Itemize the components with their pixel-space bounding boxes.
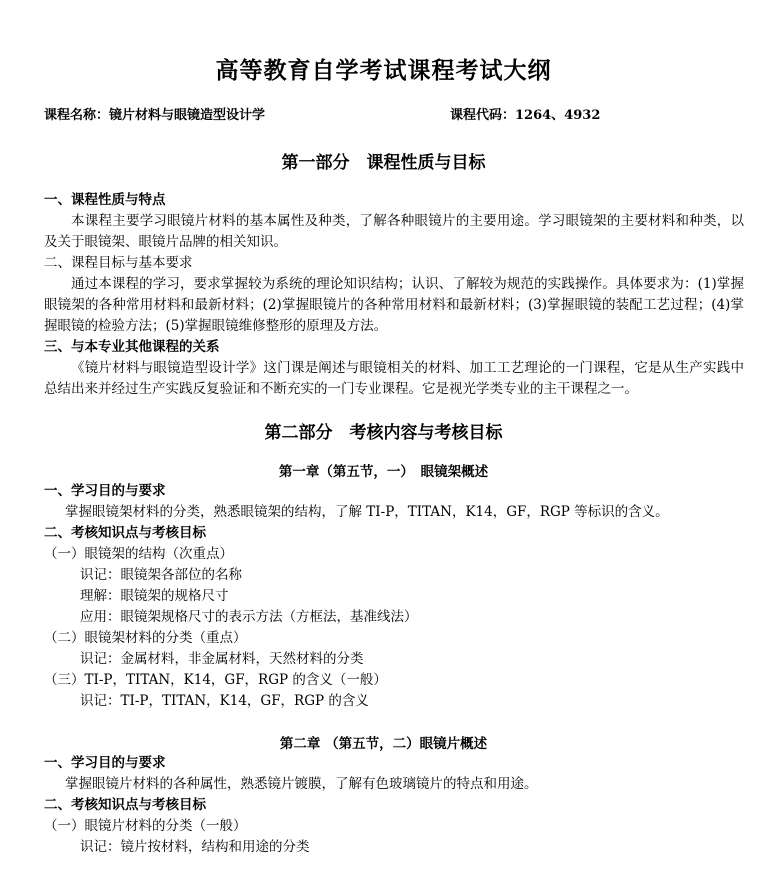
- ch1-objectives-body: 掌握眼镜架材料的分类，熟悉眼镜架的结构，了解 TI-P，TITAN，K14，GF，RGP 等标识的含义。: [65, 504, 669, 520]
- part2-title: 第二部分 考核内容与考核目标: [264, 423, 503, 443]
- ch2-item1-memorize: 识记：镜片按材料，结构和用途的分类: [80, 839, 310, 855]
- part1-section2-body: 通过本课程的学习，要求掌握较为系统的理论知识结构；认识、了解较为规范的实践操作。具体要求为：(1)掌握眼镜架的各种常用材料和最新材料；(2)掌握眼镜片的各种常用材料和最新材料；(3)掌握眼镜的装配工艺过程；(4)掌握眼镜的检验方法；(5)掌握眼镜维修整形的原理及方法。: [44, 276, 744, 334]
- ch1-item1: （一）眼镜架的结构（次重点）: [44, 546, 233, 562]
- ch2-objectives-body: 掌握眼镜片材料的各种属性，熟悉镜片镀膜，了解有色玻璃镜片的特点和用途。: [65, 776, 538, 792]
- ch1-item2-memorize: 识记：金属材料，非金属材料，天然材料的分类: [80, 651, 364, 667]
- ch1-knowledge-heading: 二、考核知识点与考核目标: [44, 525, 206, 541]
- ch2-item1: （一）眼镜片材料的分类（一般）: [44, 818, 247, 834]
- ch1-item3: （三）TI-P，TITAN，K14，GF，RGP 的含义（一般）: [44, 672, 387, 688]
- part1-title: 第一部分 课程性质与目标: [281, 153, 486, 173]
- part1-section3-heading: 三、与本专业其他课程的关系: [44, 339, 220, 355]
- ch2-knowledge-heading: 二、考核知识点与考核目标: [44, 797, 206, 813]
- ch1-item1-apply: 应用：眼镜架规格尺寸的表示方法（方框法，基准线法）: [80, 609, 418, 625]
- course-info-row: [44, 104, 734, 123]
- ch1-item1-memorize: 识记：眼镜架各部位的名称: [80, 567, 242, 583]
- part1-section1-heading: 一、课程性质与特点: [44, 192, 166, 208]
- document-title: 高等教育自学考试课程考试大纲: [215, 57, 552, 84]
- ch1-item2: （二）眼镜架材料的分类（重点）: [44, 630, 247, 646]
- part1-section2-heading: 二、课程目标与基本要求: [44, 255, 193, 271]
- ch2-objectives-heading: 一、学习目的与要求: [44, 755, 166, 771]
- chapter2-title: 第二章 （第五节，二）眼镜片概述: [279, 736, 488, 752]
- course-code: 课程代码：1264、4932: [450, 108, 601, 123]
- ch1-item3-memorize: 识记：TI-P，TITAN，K14，GF，RGP 的含义: [80, 693, 369, 709]
- part1-section3-body: 《镜片材料与眼镜造型设计学》这门课是阐述与眼镜相关的材料、加工工艺理论的一门课程，它是从生产实践中总结出来并经过生产实践反复验证和不断充实的一门专业课程。它是视光学类专业的主干课程之一。: [44, 360, 744, 397]
- ch1-objectives-heading: 一、学习目的与要求: [44, 483, 166, 499]
- ch1-item1-understand: 理解：眼镜架的规格尺寸: [80, 588, 229, 604]
- chapter1-title: 第一章（第五节，一） 眼镜架概述: [278, 464, 489, 480]
- course-name: 课程名称：镜片材料与眼镜造型设计学: [44, 108, 266, 123]
- part1-section1-body: 本课程主要学习眼镜片材料的基本属性及种类，了解各种眼镜片的主要用途。学习眼镜架的主要材料和种类，以及关于眼镜架、眼镜片品牌的相关知识。: [44, 213, 744, 250]
